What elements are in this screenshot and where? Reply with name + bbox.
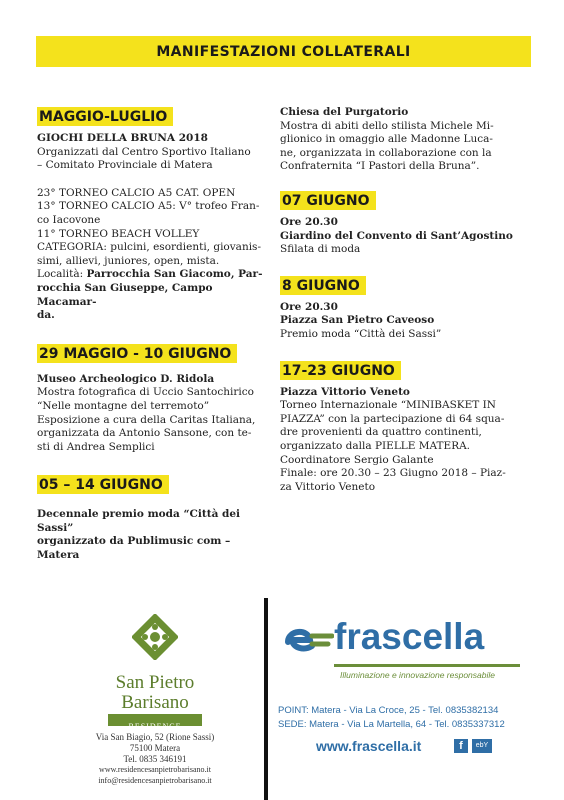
location-line bbox=[37, 268, 269, 282]
residence-email[interactable]: info@residencesanpietrobarisano.it bbox=[98, 776, 212, 785]
event-time: Ore 20.30 bbox=[280, 215, 338, 228]
heading-8-giugno: 8 GIUGNO bbox=[280, 276, 366, 295]
frascella-logo-icon bbox=[282, 622, 334, 660]
text-line: organizzato dalla PIELLE MATERA. bbox=[280, 439, 471, 452]
frascella-underline bbox=[334, 664, 520, 667]
text-line: “Nelle montagne del terremoto” bbox=[37, 399, 210, 412]
address-line: 75100 Matera bbox=[129, 743, 181, 753]
event-title: organizzato da Publimusic com – Matera bbox=[37, 535, 231, 562]
text-line: PIAZZA” con la partecipazione di 64 squa- bbox=[280, 412, 505, 425]
text-line: Torneo Internazionale “MINIBASKET IN bbox=[280, 399, 496, 412]
frascella-brand: frascella bbox=[334, 616, 485, 657]
event-place: Piazza Vittorio Veneto bbox=[280, 385, 410, 398]
frascella-point: POINT: Matera - Via La Croce, 25 - Tel. 0835382134 bbox=[278, 705, 499, 716]
banner-title: MANIFESTAZIONI COLLATERALI bbox=[156, 43, 411, 60]
residence-name-1: San Pietro bbox=[115, 672, 195, 693]
text-line: Organizzati dal Centro Sportivo Italiano bbox=[37, 145, 251, 158]
event-desc: Sfilata di moda bbox=[280, 243, 361, 256]
list-line: 23° TORNEO CALCIO A5 CAT. OPEN bbox=[37, 186, 236, 199]
address-line: Tel. 0835 346191 bbox=[123, 754, 187, 764]
text-line: Coordinatore Sergio Galante bbox=[280, 453, 434, 466]
heading-17-23-giugno: 17-23 GIUGNO bbox=[280, 361, 401, 380]
residence-name-2: Barisano bbox=[121, 692, 189, 713]
list-line: simi, allievi, juniores, open, mista. bbox=[37, 254, 220, 267]
residence-web[interactable]: www.residencesanpietrobarisano.it bbox=[99, 765, 211, 774]
section-banner bbox=[36, 36, 531, 67]
event-title: GIOCHI DELLA BRUNA 2018 bbox=[37, 132, 208, 144]
event-title: Museo Archeologico D. Ridola bbox=[37, 372, 215, 385]
heading-29-maggio: 29 MAGGIO - 10 GIUGNO bbox=[37, 344, 237, 363]
facebook-icon[interactable]: f bbox=[454, 739, 468, 753]
list-line: co Iacovone bbox=[37, 213, 101, 226]
ad-san-pietro-barisano bbox=[70, 600, 240, 790]
location-value: Parrocchia San Giacomo, Par- bbox=[86, 268, 263, 281]
event-title: Chiesa del Purgatorio bbox=[280, 106, 409, 118]
right-column bbox=[280, 106, 530, 494]
frascella-sede: SEDE: Matera - Via La Martella, 64 - Tel. 0835337312 bbox=[278, 719, 505, 730]
ad-frascella bbox=[278, 610, 548, 790]
text-line: Mostra di abiti dello stilista Michele Mi- bbox=[280, 119, 494, 132]
location-line: rocchia San Giuseppe, Campo Macamar- bbox=[37, 281, 213, 308]
text-line: Finale: ore 20.30 – 23 Giugno 2018 – Piaz- bbox=[280, 467, 506, 480]
heading-maggio-luglio: MAGGIO-LUGLIO bbox=[37, 107, 173, 126]
residence-logo-icon bbox=[132, 614, 178, 660]
ad-divider bbox=[264, 598, 268, 800]
event-place: Piazza San Pietro Caveoso bbox=[280, 314, 435, 327]
text-line: organizzata da Antonio Sansone, con te- bbox=[37, 427, 252, 440]
event-place: Giardino del Convento di Sant’Agostino bbox=[280, 229, 513, 242]
event-title: Decennale premio moda “Città dei Sassi” bbox=[37, 508, 241, 534]
residence-address bbox=[70, 732, 240, 765]
address-line: Via San Biagio, 52 (Rione Sassi) bbox=[95, 732, 215, 742]
list-line: 13° TORNEO CALCIO A5: V° trofeo Fran- bbox=[37, 200, 260, 213]
event-time: Ore 20.30 bbox=[280, 300, 338, 313]
text-line: ne, organizzata in collaborazione con la bbox=[280, 146, 492, 159]
residence-tag-label: RESIDENCE bbox=[128, 722, 182, 731]
text-line: za Vittorio Veneto bbox=[280, 480, 376, 493]
event-desc: Premio moda “Città dei Sassi” bbox=[280, 327, 442, 340]
text-line: – Comitato Provinciale di Matera bbox=[37, 159, 213, 172]
text-line: Mostra fotografica di Uccio Santochirico bbox=[37, 386, 254, 399]
location-line: da. bbox=[37, 309, 55, 322]
heading-05-giugno: 05 – 14 GIUGNO bbox=[37, 475, 169, 494]
text-line: Confraternita “I Pastori della Bruna”. bbox=[280, 160, 480, 173]
residence-tag bbox=[108, 714, 202, 731]
frascella-web[interactable]: www.frascella.it bbox=[316, 738, 422, 754]
text-line: Esposizione a cura della Caritas Italiana, bbox=[37, 413, 256, 426]
text-line: dre provenienti da quattro continenti, bbox=[280, 426, 482, 439]
frascella-tagline: Illuminazione e innovazione responsabile bbox=[340, 670, 495, 680]
text-line: sti di Andrea Semplici bbox=[37, 440, 155, 453]
heading-07-giugno: 07 GIUGNO bbox=[280, 191, 376, 210]
list-line: 11° TORNEO BEACH VOLLEY bbox=[37, 227, 200, 240]
ebay-icon[interactable]: ebY bbox=[472, 739, 492, 753]
location-label: Località: bbox=[37, 268, 87, 281]
list-line: CATEGORIA: pulcini, esordienti, giovanis- bbox=[37, 241, 261, 254]
text-line: glionico in omaggio alle Madonne Luca- bbox=[280, 133, 493, 146]
left-column bbox=[37, 106, 269, 563]
